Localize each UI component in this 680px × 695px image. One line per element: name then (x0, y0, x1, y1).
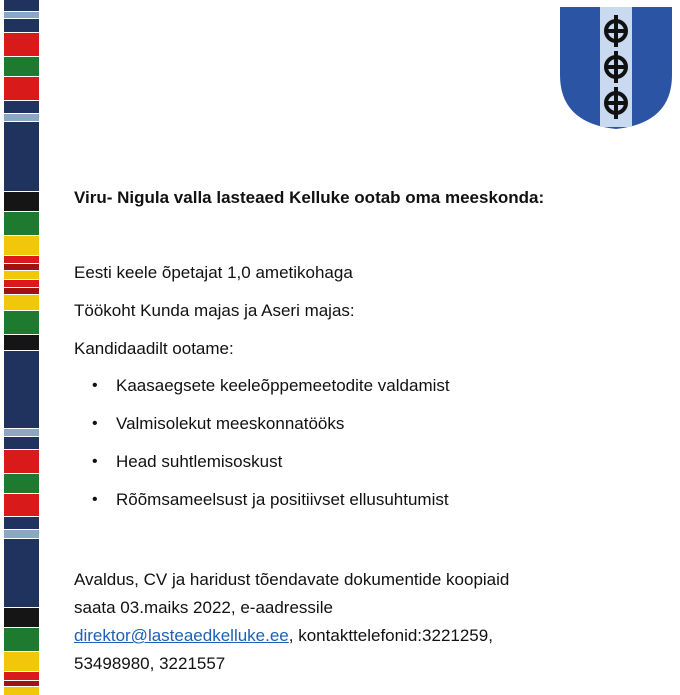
contact-phones: , kontakttelefonid:3221259, (288, 626, 493, 645)
list-item-text: Head suhtlemisoskust (116, 452, 283, 471)
stripe-band (4, 279, 39, 288)
stripe-band (4, 538, 39, 608)
stripe-band (4, 607, 39, 627)
stripe-band (4, 473, 39, 493)
stripe-band (4, 436, 39, 448)
location-line: Töökoht Kunda majas ja Aseri majas: (74, 301, 355, 320)
stripe-band (4, 191, 39, 211)
stripe-band (4, 516, 39, 528)
stripe-band (4, 310, 39, 334)
footer-line-4: 53498980, 3221557 (74, 654, 226, 673)
stripe-band (4, 287, 39, 294)
stripe-band (4, 121, 39, 191)
stripe-band (4, 350, 39, 427)
list-item-text: Valmisolekut meeskonnatööks (116, 414, 345, 433)
stripe-band (4, 76, 39, 100)
requirements-intro: Kandidaadilt ootame: (74, 339, 234, 358)
list-item (92, 490, 450, 528)
list-item-text: Kaasaegsete keeleõppemeetodite valdamist (116, 376, 450, 395)
application-instructions (74, 566, 509, 678)
stripe-band (4, 428, 39, 437)
bullet-icon: • (92, 453, 98, 470)
stripe-band (4, 113, 39, 122)
stripe-band (4, 18, 39, 32)
bullet-icon: • (92, 491, 98, 508)
stripe-band (4, 0, 39, 11)
stripe-band (4, 493, 39, 517)
stripe-band (4, 32, 39, 56)
bullet-icon: • (92, 415, 98, 432)
requirements-list (92, 376, 450, 528)
list-item (92, 376, 450, 414)
decorative-stripe (4, 0, 39, 695)
stripe-band (4, 56, 39, 76)
stripe-band (4, 263, 39, 270)
stripe-band (4, 627, 39, 651)
stripe-band (4, 671, 39, 680)
stripe-band (4, 529, 39, 538)
stripe-band (4, 686, 39, 695)
stripe-band (4, 255, 39, 264)
stripe-band (4, 680, 39, 687)
stripe-band (4, 651, 39, 671)
email-link[interactable]: direktor@lasteaedkelluke.ee (74, 626, 289, 645)
page-title: Viru- Nigula valla lasteaed Kelluke ootab oma meeskonda: (74, 188, 545, 207)
list-item (92, 414, 450, 452)
list-item-text: Rõõmsameelsust ja positiivset ellusuhtumist (116, 490, 449, 509)
list-item (92, 452, 450, 490)
position-line: Eesti keele õpetajat 1,0 ametikohaga (74, 263, 353, 282)
stripe-band (4, 334, 39, 350)
footer-line-1: Avaldus, CV ja haridust tõendavate dokumentide koopiaid (74, 570, 510, 589)
stripe-band (4, 211, 39, 235)
stripe-band (4, 270, 39, 279)
crest-symbols (606, 15, 626, 119)
bullet-icon: • (92, 377, 98, 394)
stripe-band (4, 294, 39, 310)
stripe-band (4, 11, 39, 18)
stripe-band (4, 100, 39, 112)
coat-of-arms-icon (558, 5, 674, 131)
stripe-band (4, 235, 39, 255)
stripe-band (4, 449, 39, 473)
footer-line-3 (74, 622, 509, 650)
footer-line-2: saata 03.maiks 2022, e-aadressile (74, 598, 333, 617)
